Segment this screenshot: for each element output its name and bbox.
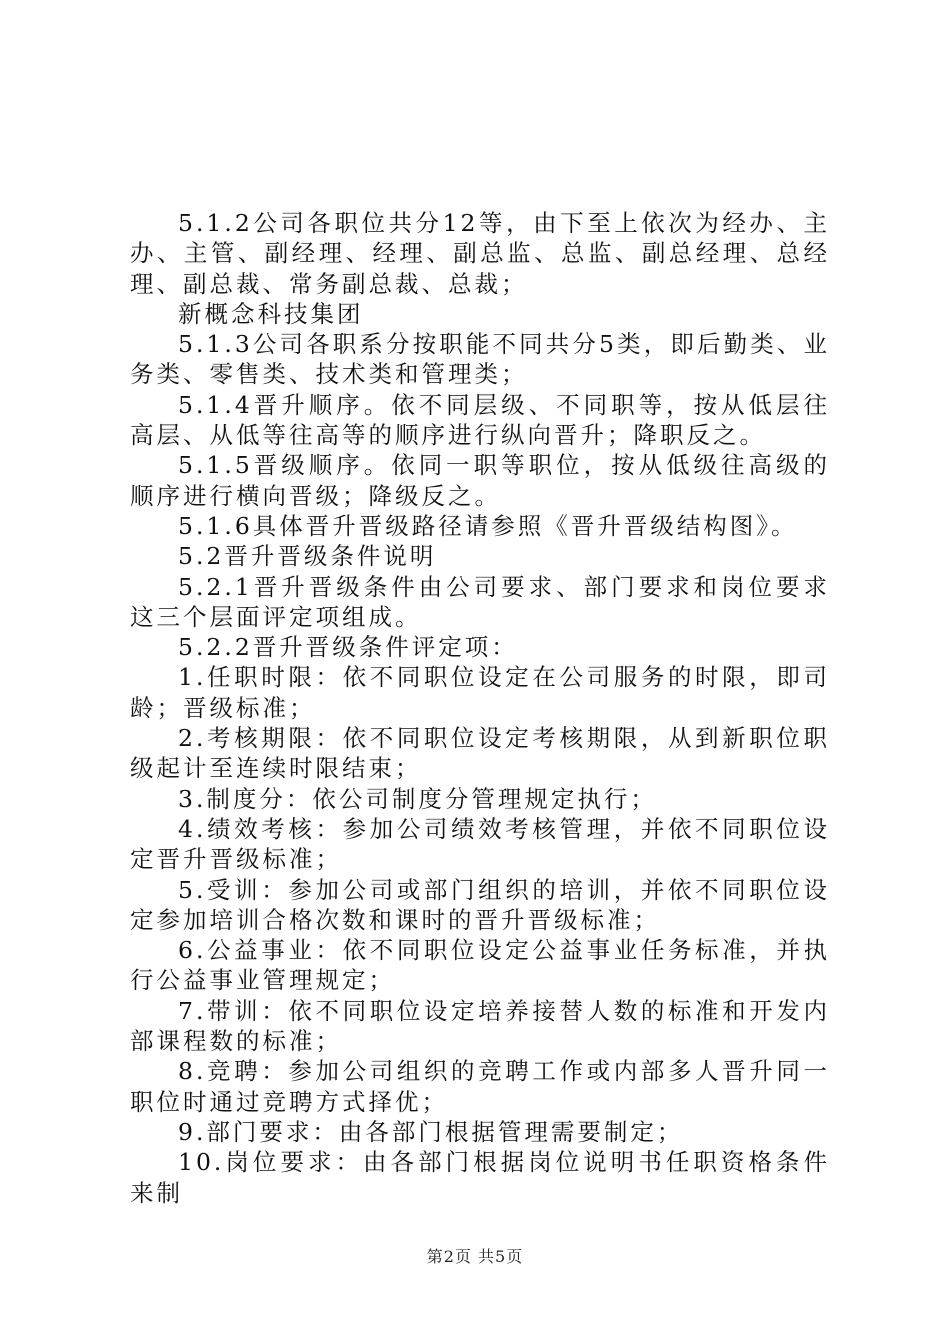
paragraph-5-1-4: 5.1.4晋升顺序。依不同层级、不同职等，按从低层往高层、从低等往高等的顺序进行纵向晋升；降职反之。 bbox=[130, 390, 830, 450]
page-number-label: 第2页 共5页 bbox=[426, 1247, 524, 1266]
paragraph-company-name: 新概念科技集团 bbox=[178, 299, 364, 328]
list-item-6: 6.公益事业：依不同职位设定公益事业任务标准，并执行公益事业管理规定； bbox=[130, 936, 830, 995]
section-heading-5-2: 5.2晋升晋级条件说明 bbox=[178, 542, 437, 571]
list-item-8: 8.竞聘：参加公司组织的竞聘工作或内部多人晋升同一职位时通过竞聘方式择优； bbox=[130, 1057, 830, 1116]
paragraph-5-2-2: 5.2.2晋升晋级条件评定项： bbox=[178, 633, 518, 662]
list-item-3: 3.制度分：依公司制度分管理规定执行； bbox=[178, 784, 657, 813]
paragraph-5-2-1: 5.2.1晋升晋级条件由公司要求、部门要求和岗位要求这三个层面评定项组成。 bbox=[130, 572, 830, 631]
list-item-1: 1.任职时限：依不同职位设定在公司服务的时限，即司龄；晋级标准； bbox=[130, 663, 830, 722]
paragraph-5-1-2: 5.1.2公司各职位共分12等，由下至上依次为经办、主办、主管、副经理、经理、副总监、总监、副总经理、总经理、副总裁、常务副总裁、总裁； bbox=[130, 209, 830, 298]
paragraph-5-1-6: 5.1.6具体晋升晋级路径请参照《晋升晋级结构图》。 bbox=[178, 511, 798, 540]
list-item-10: 10.岗位要求：由各部门根据岗位说明书任职资格条件来制 bbox=[130, 1148, 830, 1207]
list-item-2: 2.考核期限：依不同职位设定考核期限，从到新职位职级起计至连续时限结束； bbox=[130, 724, 830, 783]
list-item-9: 9.部门要求：由各部门根据管理需要制定； bbox=[178, 1117, 684, 1146]
list-item-4: 4.绩效考核：参加公司绩效考核管理，并依不同职位设定晋升晋级标准； bbox=[130, 814, 830, 874]
list-item-7: 7.带训：依不同职位设定培养接替人数的标准和开发内部课程数的标准； bbox=[130, 996, 830, 1056]
list-item-5: 5.受训：参加公司或部门组织的培训，并依不同职位设定参加培训合格次数和课时的晋升晋级标准； bbox=[130, 875, 830, 934]
body-text bbox=[130, 208, 830, 1208]
paragraph-5-1-3: 5.1.3公司各职系分按职能不同共分5类，即后勤类、业务类、零售类、技术类和管理类； bbox=[130, 330, 830, 389]
page-footer bbox=[0, 1244, 950, 1267]
paragraph-5-1-5: 5.1.5晋级顺序。依同一职等职位，按从低级往高级的顺序进行横向晋级；降级反之。 bbox=[130, 451, 830, 510]
